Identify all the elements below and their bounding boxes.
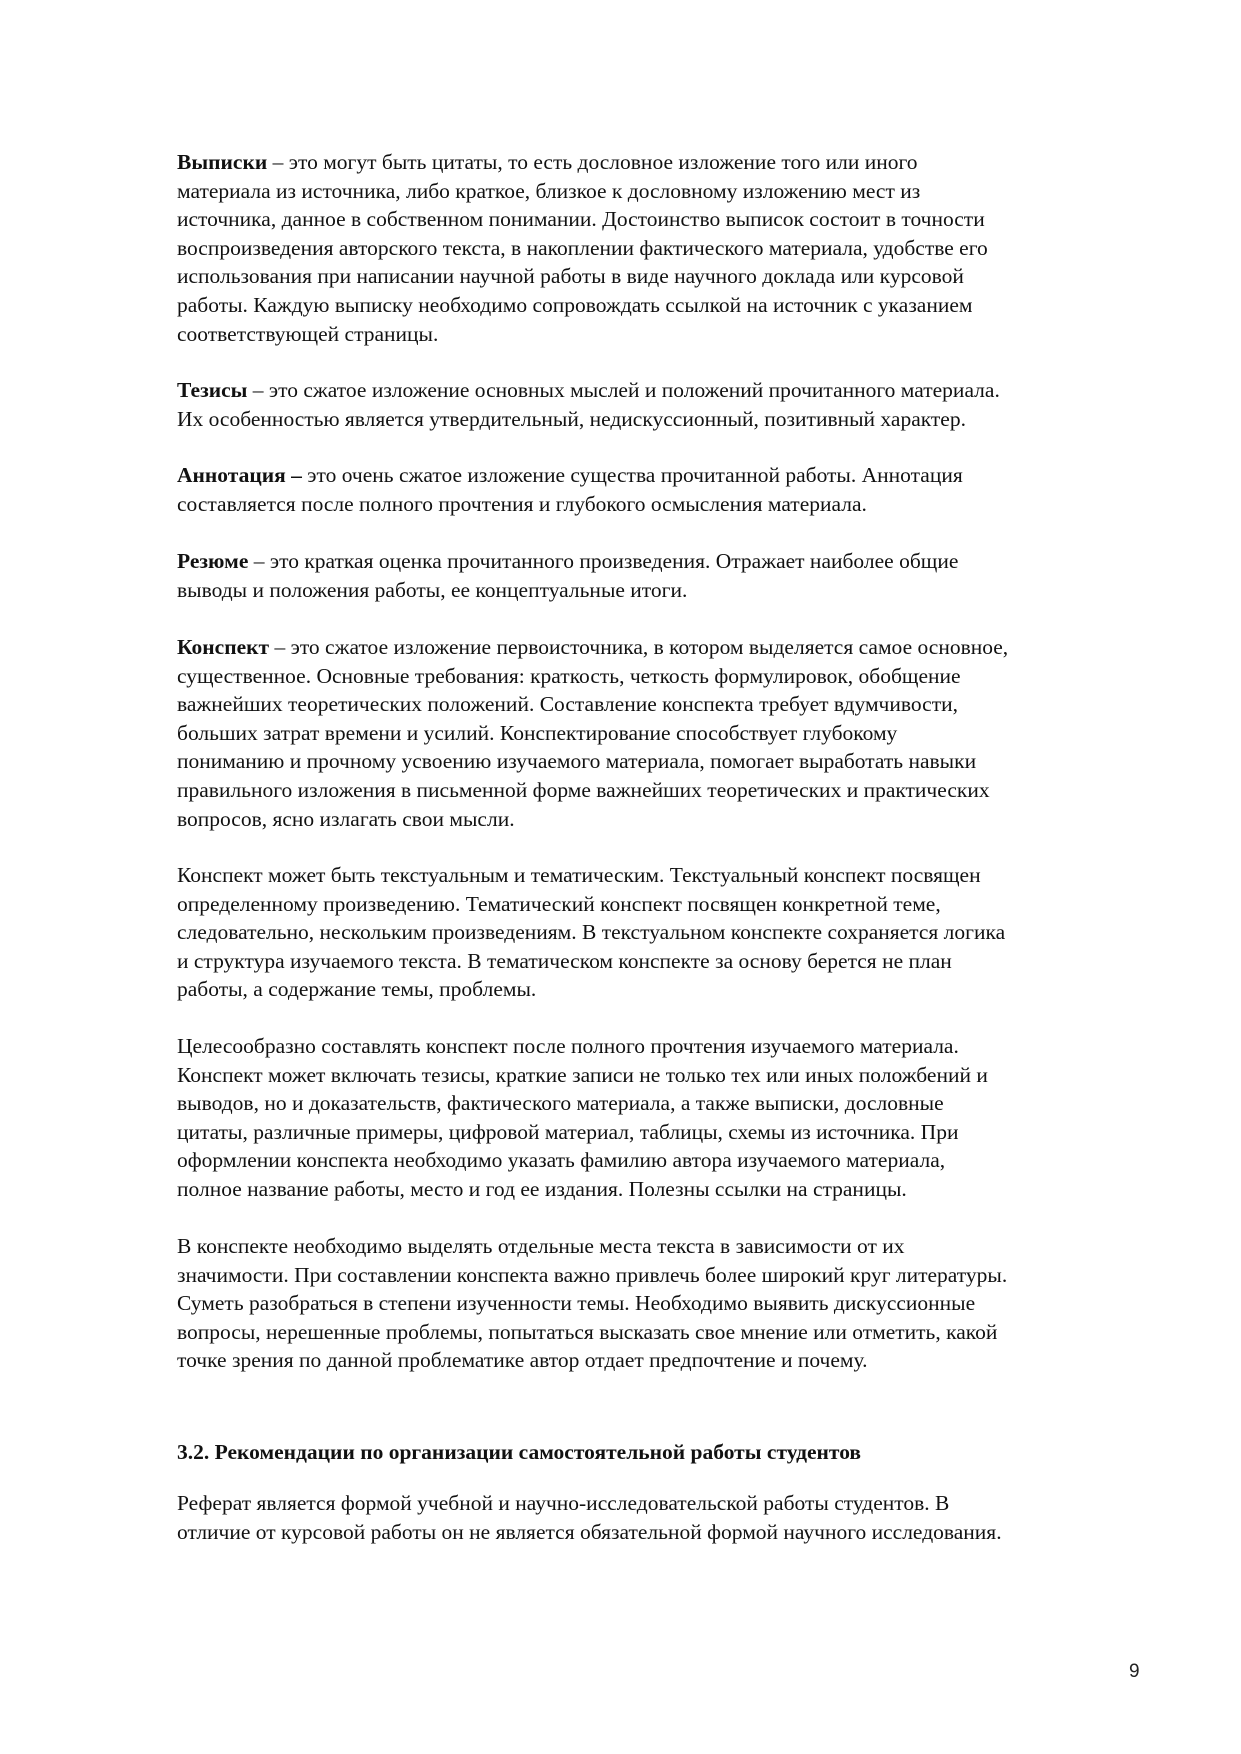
term-rezyume: Резюме	[177, 549, 249, 573]
text-line: вопросы, нерешенные проблемы, попытаться высказать свое мнение или отметить, какой	[177, 1319, 998, 1344]
text-line: следовательно, нескольким произведениям. В текстуальном конспекте сохраняется логика	[177, 920, 1006, 945]
text-line: выводы и положения работы, ее концептуальные итоги.	[177, 577, 688, 602]
text-line: Целесообразно составлять конспект после полного прочтения изучаемого материала.	[177, 1034, 959, 1058]
text-line: использования при написании научной работы в виде научного доклада или курсовой	[177, 264, 964, 289]
text-line: пониманию и прочному усвоению изучаемого материала, помогает выработать навыки	[177, 749, 977, 774]
text-line: оформлении конспекта необходимо указать фамилию автора изучаемого материала,	[177, 1148, 946, 1173]
section-heading: 3.2. Рекомендации по организации самостоятельной работы студентов	[177, 1440, 862, 1464]
paragraph-vypiski	[177, 148, 1155, 348]
text-line: Суметь разобраться в степени изученности темы. Необходимо выявить дискуссионные	[177, 1291, 976, 1316]
text-line: Конспект – это сжатое изложение первоисточника, в котором выделяется самое основное,	[177, 635, 1009, 659]
page-number: 9	[1129, 1661, 1140, 1682]
text-line: материала из источника, либо краткое, близкое к дословному изложению мест из	[177, 178, 921, 203]
term-konspekt: Конспект	[177, 635, 270, 659]
term-annotaciya: Аннотация –	[177, 463, 302, 487]
paragraph-annotaciya	[177, 461, 1155, 518]
text-line: значимости. При составлении конспекта важно привлечь более широкий круг литературы.	[177, 1262, 1008, 1287]
paragraph-konspekt-advice	[177, 1032, 1155, 1204]
text-line: больших затрат времени и усилий. Конспектирование способствует глубокому	[177, 720, 898, 745]
paragraph-referat	[177, 1489, 1155, 1546]
text-line: точке зрения по данной проблематике автор отдает предпочтение и почему.	[177, 1348, 868, 1373]
text-line: составляется после полного прочтения и глубокого осмысления материала.	[177, 491, 867, 516]
text-line: Конспект может включать тезисы, краткие записи не только тех или иных положбений и	[177, 1062, 988, 1087]
text-line: Резюме – это краткая оценка прочитанного произведения. Отражает наиболее общие	[177, 549, 959, 573]
text-line: важнейших теоретических положений. Составление конспекта требует вдумчивости,	[177, 692, 958, 717]
paragraph-rezyume	[177, 547, 1155, 604]
text-line: В конспекте необходимо выделять отдельные места текста в зависимости от их	[177, 1234, 905, 1258]
paragraph-konspekt	[177, 633, 1155, 833]
text-line: работы. Каждую выписку необходимо сопровождать ссылкой на источник с указанием	[177, 292, 973, 317]
paragraph-konspekt-highlight	[177, 1232, 1155, 1375]
text-line: Конспект может быть текстуальным и тематическим. Текстуальный конспект посвящен	[177, 863, 981, 887]
paragraph-tezisy	[177, 376, 1155, 433]
term-vypiski: Выписки	[177, 150, 268, 174]
text-line: выводов, но и доказательств, фактического материала, а также выписки, дословные	[177, 1091, 944, 1116]
text-line: Выписки – это могут быть цитаты, то есть дословное изложение того или иного	[177, 150, 918, 174]
text-line: соответствующей страницы.	[177, 321, 439, 346]
text-line: цитаты, различные примеры, цифровой материал, таблицы, схемы из источника. При	[177, 1119, 959, 1144]
text-line: существенное. Основные требования: краткость, четкость формулировок, обобщение	[177, 663, 961, 688]
text-line: отличие от курсовой работы он не является обязательной формой научного исследования.	[177, 1519, 1002, 1544]
text-line: воспроизведения авторского текста, в накоплении фактического материала, удобстве его	[177, 235, 988, 260]
text-line: Реферат является формой учебной и научно-исследовательской работы студентов. В	[177, 1491, 950, 1515]
text-line: определенному произведению. Тематический конспект посвящен конкретной теме,	[177, 891, 941, 916]
text-line: полное название работы, место и год ее издания. Полезны ссылки на страницы.	[177, 1176, 907, 1201]
text-line: и структура изучаемого текста. В тематическом конспекте за основу берется не план	[177, 948, 952, 973]
text-line: Тезисы – это сжатое изложение основных мыслей и положений прочитанного материала.	[177, 378, 1000, 402]
text-line: Аннотация – это очень сжатое изложение существа прочитанной работы. Аннотация	[177, 463, 963, 487]
text-line: правильного изложения в письменной форме важнейших теоретических и практических	[177, 777, 990, 802]
paragraph-konspekt-types	[177, 861, 1155, 1004]
text-line: работы, а содержание темы, проблемы.	[177, 977, 537, 1002]
text-line: вопросов, ясно излагать свои мысли.	[177, 806, 515, 831]
term-tezisy: Тезисы	[177, 378, 248, 402]
text-line: Их особенностью является утвердительный, недискуссионный, позитивный характер.	[177, 406, 966, 431]
text-line: источника, данное в собственном понимании. Достоинство выписок состоит в точности	[177, 207, 985, 232]
